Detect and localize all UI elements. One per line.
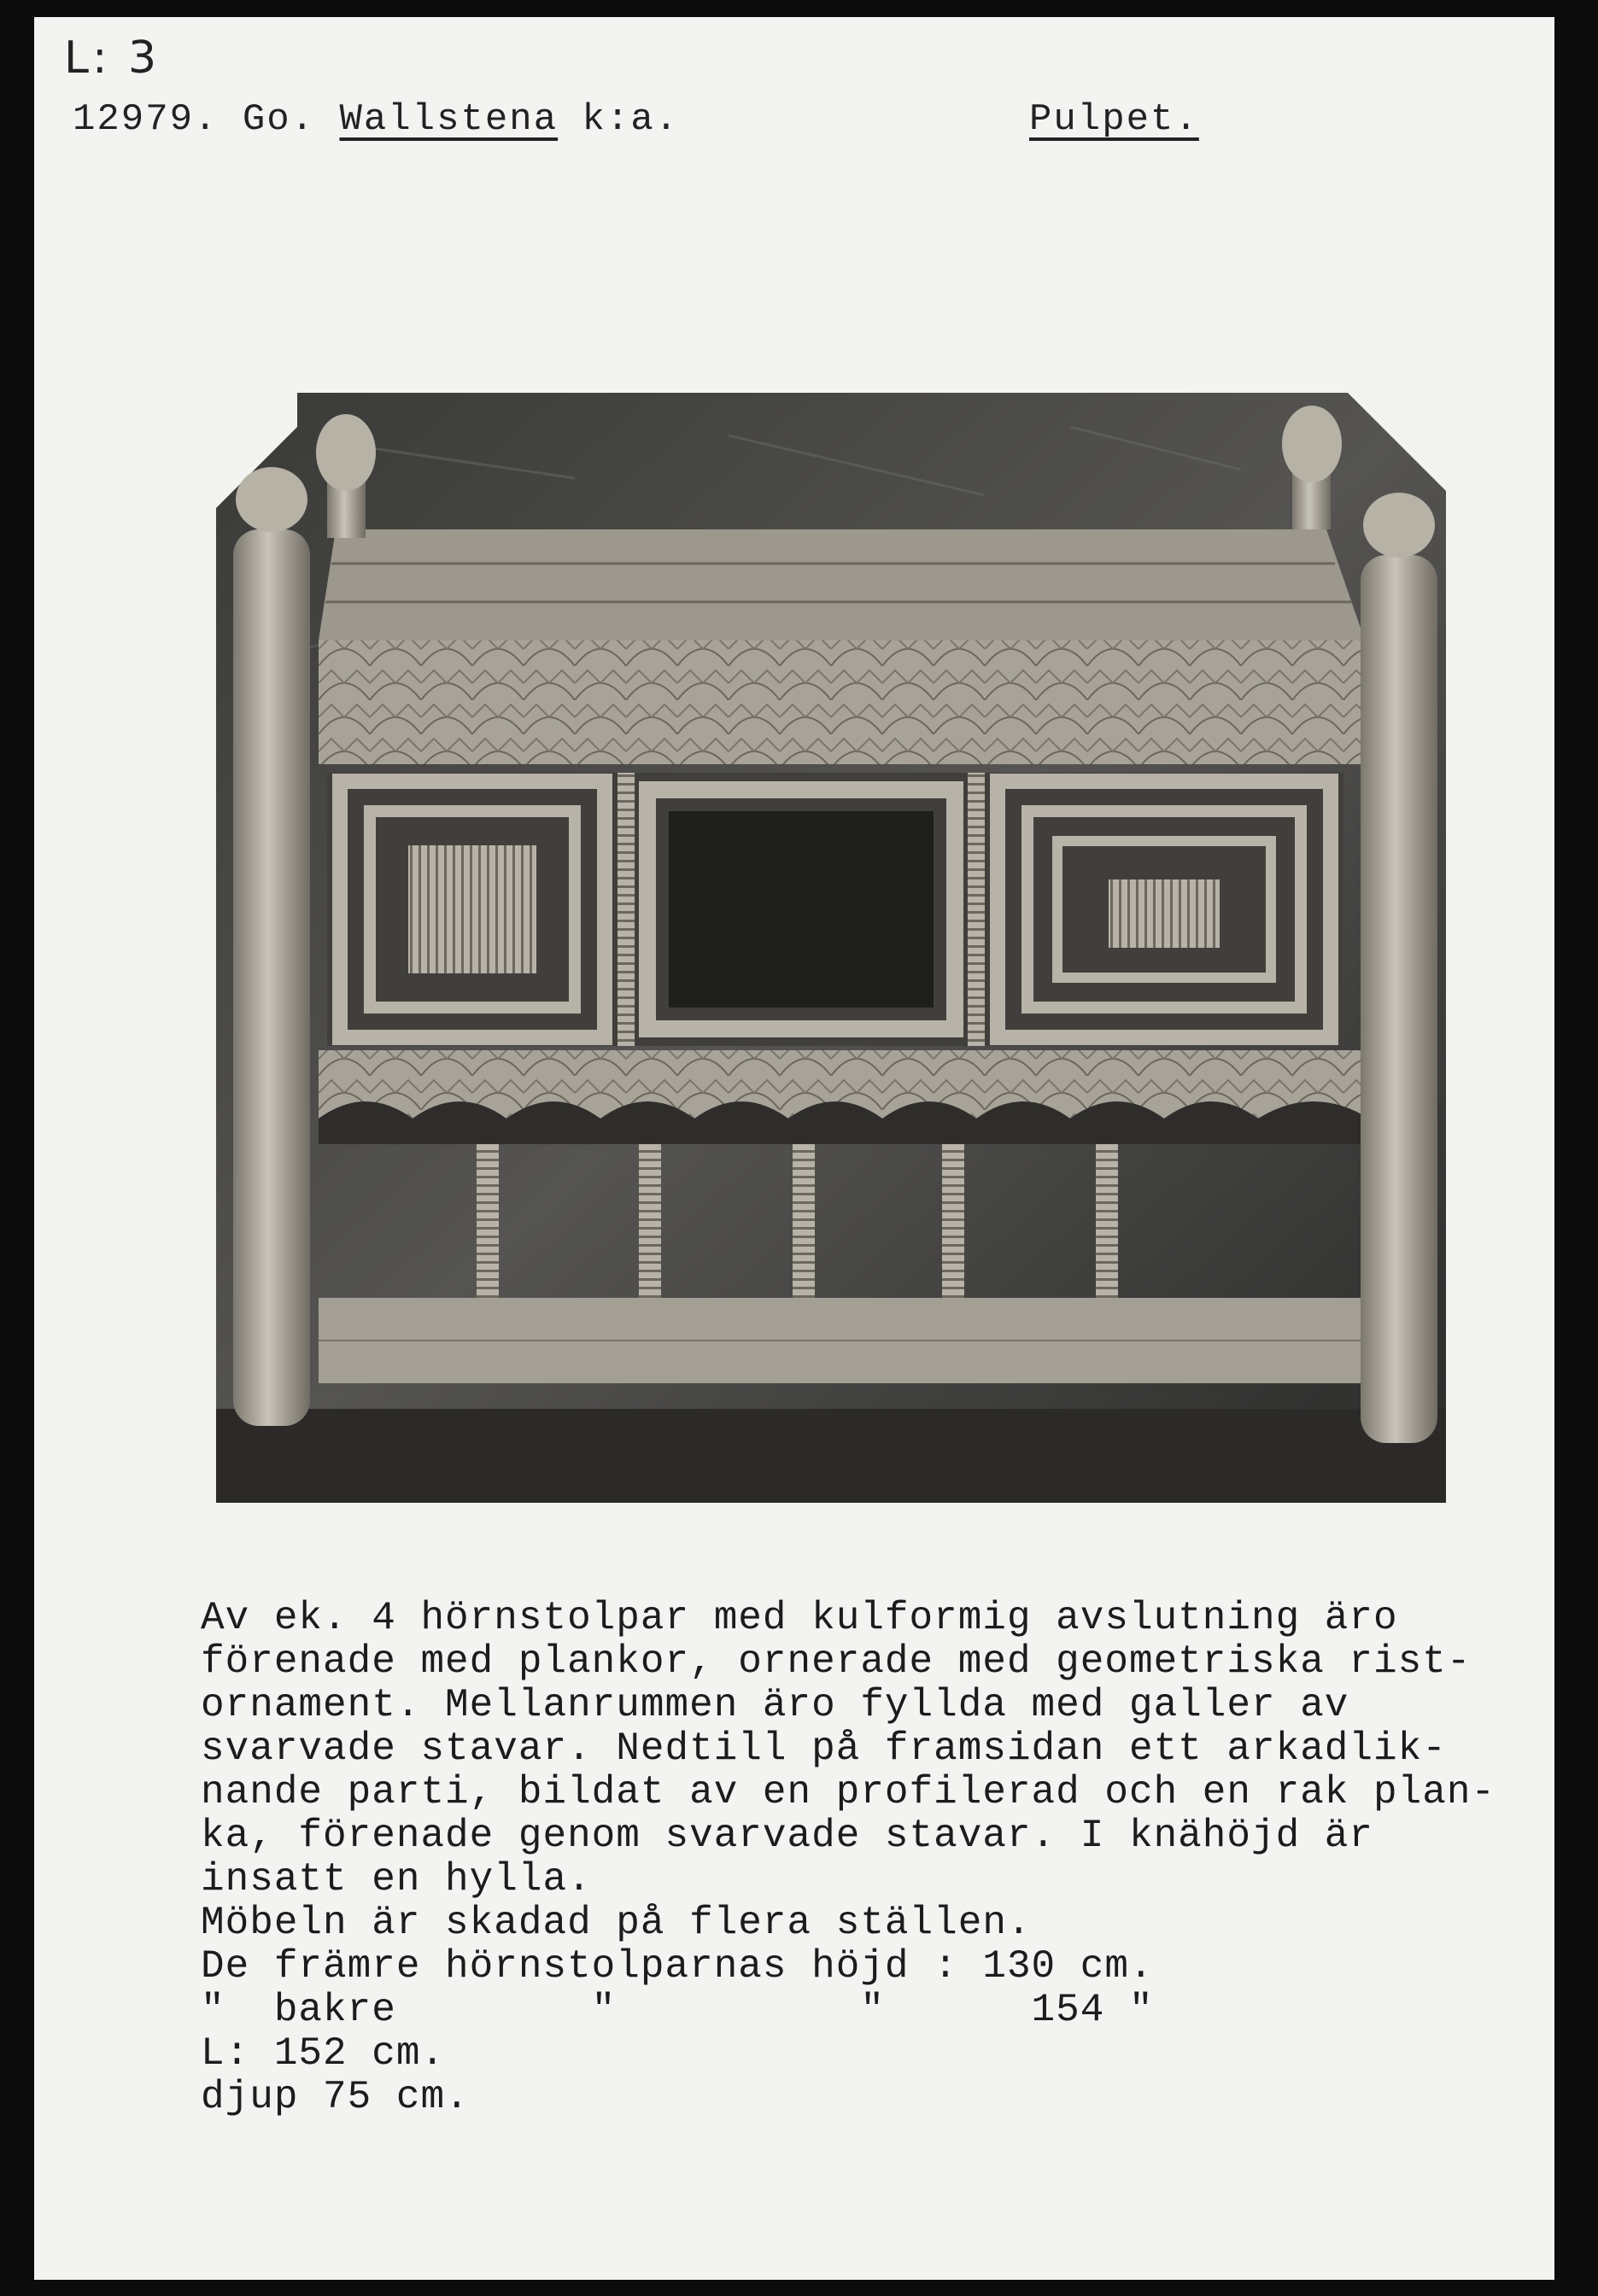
arcade-arches <box>319 1101 1369 1144</box>
description-line: Möbeln är skadad på flera ställen. <box>201 1901 1032 1945</box>
description-line: nande parti, bildat av en profilerad och en rak plan- <box>201 1770 1496 1814</box>
catalog-header <box>73 98 679 141</box>
arcade-spindle <box>639 1144 661 1298</box>
arcade-spindle <box>477 1144 499 1298</box>
carved-upper-plank <box>319 640 1369 764</box>
catalog-number: 12979. <box>73 98 219 141</box>
spindle-panel-right <box>985 773 1343 1046</box>
description-line: Av ek. 4 hörnstolpar med kulformig avslutning äro <box>201 1596 1398 1640</box>
arcade-spindle <box>1096 1144 1118 1298</box>
description-line: ornament. Mellanrummen äro fyllda med galler av <box>201 1683 1349 1727</box>
arcade-spindle <box>793 1144 815 1298</box>
province: Go. <box>242 98 316 141</box>
description-line: förenade med plankor, ornerade med geometriska rist- <box>201 1639 1472 1684</box>
parish-name: Wallstena <box>339 98 559 141</box>
object-title: Pulpet. <box>1029 98 1199 141</box>
description-line: L: 152 cm. <box>201 2031 446 2076</box>
handwritten-code: L: 3 <box>64 32 161 84</box>
desk-lid <box>319 529 1365 640</box>
spindle-panel-center <box>635 773 968 1046</box>
description-line: insatt en hylla. <box>201 1857 592 1902</box>
description-line: svarvade stavar. Nedtill på framsidan ett arkadlik- <box>201 1726 1447 1771</box>
description-line: ka, förenade genom svarvade stavar. I knähöjd är <box>201 1814 1374 1858</box>
spindle-panel-left <box>327 773 618 1046</box>
description-line: De främre hörnstolparnas höjd : 130 cm. <box>201 1944 1154 1989</box>
desk-photograph <box>216 393 1446 1503</box>
front-post-right <box>1361 555 1437 1443</box>
description-line: djup 75 cm. <box>201 2075 470 2119</box>
catalog-card <box>34 17 1554 2280</box>
object-description <box>201 1597 1584 2119</box>
description-line: " bakre " " 154 " <box>201 1988 1154 2032</box>
arcade-spindle <box>942 1144 964 1298</box>
front-post-left <box>233 529 310 1426</box>
parish-suffix: k:a. <box>582 98 680 141</box>
